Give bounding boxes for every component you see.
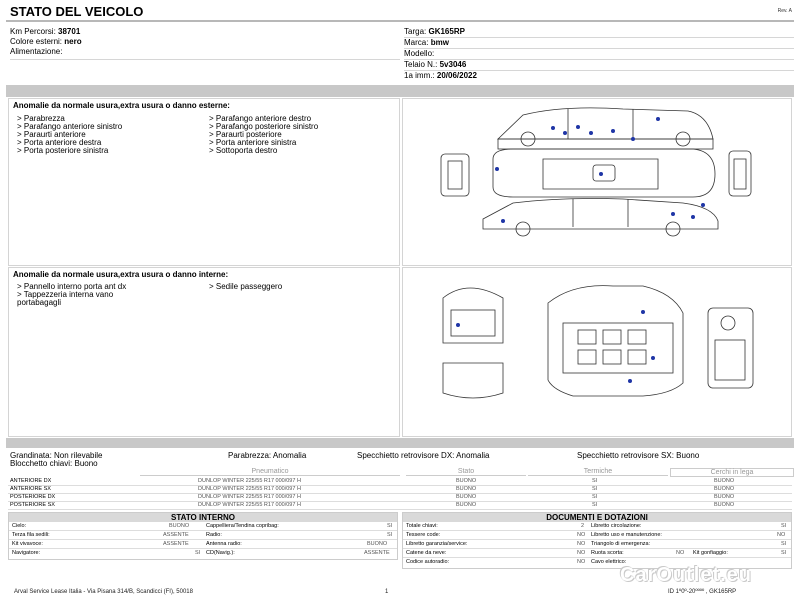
table-row: Kit vivavoce: ASSENTE Antenna radio: BUONO bbox=[9, 540, 397, 549]
footer-page-number: 1 bbox=[385, 589, 389, 595]
table-row: Cielo: BUONO Cappelliera/Tendina copribag: SI bbox=[9, 522, 397, 531]
chassis-row: Telaio N.: 5v3046 bbox=[404, 60, 794, 71]
tyres-rows bbox=[8, 477, 792, 509]
interior-damage-markers bbox=[456, 310, 655, 383]
model-row: Modello: bbox=[404, 49, 794, 60]
internal-car-diagram bbox=[402, 267, 792, 437]
table-row: POSTERIORE SX DUNLOP WINTER 225/55 R17 000/097 H BUONO SI BUONO bbox=[8, 501, 792, 510]
external-damage-list-1: > Parabrezza > Parafango anteriore sinistro > Paraurti anteriore > Porta anteriore destra > Porta posteriore sinistra bbox=[17, 114, 123, 155]
title-rule bbox=[6, 20, 794, 22]
status-band bbox=[6, 438, 794, 448]
internal-damage-title: Anomalie da normale usura,extra usura o danno interne: bbox=[13, 270, 229, 279]
stato-interno-title: STATO INTERNO bbox=[9, 513, 397, 522]
table-row: Tessere code: NO Libretto uso e manutenzione: NO bbox=[403, 531, 791, 540]
table-row: Codice autoradio: NO Cavo elettrico: bbox=[406, 559, 627, 565]
interior-car-icon bbox=[403, 268, 791, 436]
documenti-table bbox=[402, 512, 792, 569]
tyres-table: Pneumatico Stato Termiche Cerchi in lega ANTERIORE DX DUNLOP WINTER 225/55 R17 000/097 H BUONO SI BUONO ANTERIORE SX DUNLOP WINTER 225/55 R17 000/097 H BUONO SI BUONO POSTERIORE DX DUNLOP WINTER 225/55 R17 000/097 H BUONO SI BUONO POSTERIORE SX DUNLOP WINTER 225/55 R17 000/097 H BUONO SI BUONO bbox=[8, 468, 792, 509]
table-row: ANTERIORE DX DUNLOP WINTER 225/55 R17 000/097 H BUONO SI BUONO bbox=[8, 477, 792, 486]
fuel-row: Alimentazione: bbox=[10, 47, 63, 56]
table-row: ANTERIORE SX DUNLOP WINTER 225/55 R17 000/097 H BUONO SI BUONO bbox=[8, 485, 792, 494]
plate-row: Targa: GK165RP bbox=[404, 27, 794, 38]
km-row: Km Percorsi: 38701 bbox=[10, 27, 81, 36]
brand-row: Marca: bmw bbox=[404, 38, 794, 49]
status-summary: Grandinata: Non rilevabile Blocchetto chiavi: Buono Parabrezza: Anomalia Specchietto retrovisore DX: Anomalia Specchietto retrovisore SX: Buono bbox=[10, 451, 700, 468]
info-divider bbox=[10, 59, 400, 60]
damage-markers bbox=[495, 117, 705, 223]
section-band bbox=[6, 85, 794, 97]
page-title: STATO DEL VEICOLO bbox=[10, 4, 144, 19]
revision-label: Rev. A bbox=[777, 8, 792, 14]
stato-interno-rows bbox=[9, 522, 397, 558]
table-row: Navigatore: SI CD(Navig.): ASSENTE bbox=[12, 550, 390, 556]
table-row: Libretto garanzia/service: NO Triangolo di emergenza: SI bbox=[403, 540, 791, 549]
table-row: Catene da neve: NO Ruota scorta: NO Kit gonfiaggio: SI bbox=[403, 549, 791, 558]
external-damage-panel bbox=[8, 98, 400, 266]
watermark-logo: CarOutlet.eu bbox=[620, 564, 753, 586]
internal-damage-list-2: > Sedile passeggero bbox=[209, 282, 283, 291]
color-row: Colore esterni: nero bbox=[10, 37, 82, 46]
stato-interno-table bbox=[8, 512, 398, 560]
documenti-rows bbox=[403, 522, 791, 567]
internal-damage-panel bbox=[8, 267, 400, 437]
external-car-diagram bbox=[402, 98, 792, 266]
external-damage-list-2: > Parafango anteriore destro > Parafango posteriore sinistro > Paraurti posteriore > Porta anteriore sinistra > Sottoporta destro bbox=[209, 114, 319, 155]
table-row: Terza fila sedili: ASSENTE Radio: SI bbox=[9, 531, 397, 540]
vehicle-info-left bbox=[10, 27, 82, 57]
registration-row: 1a imm.: 20/06/2022 bbox=[404, 71, 477, 80]
table-row: POSTERIORE DX DUNLOP WINTER 225/55 R17 000/097 H BUONO SI BUONO bbox=[8, 493, 792, 502]
footer-address: Arval Service Lease Italia - Via Pisana 314/B, Scandicci (FI), 50018 bbox=[14, 589, 193, 595]
exterior-car-icon bbox=[403, 99, 791, 265]
documenti-title: DOCUMENTI E DOTAZIONI bbox=[403, 513, 791, 522]
external-damage-title: Anomalie da normale usura,extra usura o danno esterne: bbox=[13, 101, 230, 110]
table-row: Totale chiavi: 2 Libretto circolazione: SI bbox=[403, 522, 791, 531]
footer-reference: ID 1º0º-20ºººº , GK165RP bbox=[668, 589, 737, 595]
vehicle-info-right bbox=[404, 27, 794, 81]
internal-damage-list-1: > Pannello interno porta ant dx > Tappezzeria interna vano portabagagli bbox=[17, 282, 127, 307]
